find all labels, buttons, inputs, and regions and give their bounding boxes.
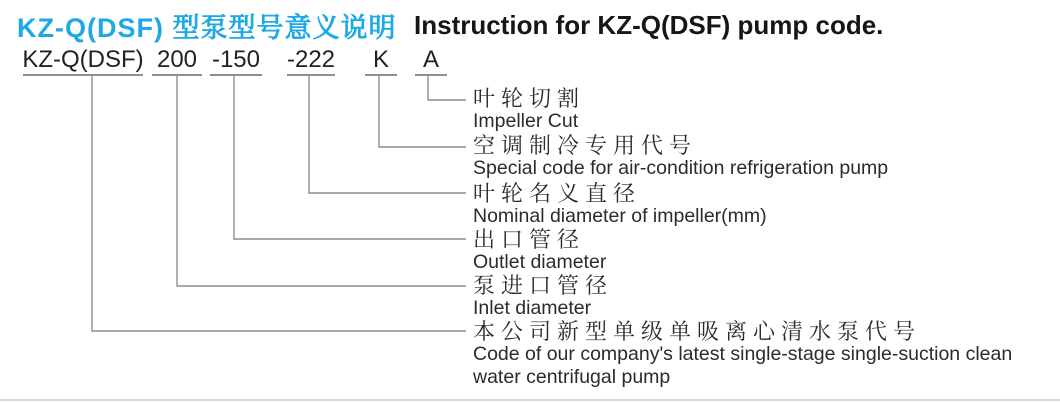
code-segment-refrigeration-code: K [365, 46, 397, 76]
explanation-series-code [473, 320, 1033, 389]
page-title-zh: KZ-Q(DSF) 型泵型号意义说明 [17, 13, 397, 43]
page-title-en: Instruction for KZ-Q(DSF) pump code. [414, 10, 884, 40]
explanation-en-label: Outlet diameter [473, 251, 607, 273]
explanation-en-label: Inlet diameter [473, 297, 592, 319]
bottom-divider [0, 399, 1060, 401]
explanation-zh-label: 泵进口管径 [473, 273, 614, 298]
code-segment-outlet-diameter: -150 [210, 46, 262, 76]
explanation-impeller-cut [473, 87, 1033, 133]
explanation-inlet-diameter [473, 274, 1033, 320]
connector-impeller-diameter [309, 76, 466, 193]
explanation-impeller-diameter [473, 182, 1033, 228]
explanation-zh-label: 本公司新型单级单吸离心清水泵代号 [473, 319, 922, 344]
connector-series-code [92, 76, 466, 331]
connector-refrigeration-code [379, 76, 466, 147]
code-segment-impeller-cut: A [415, 46, 447, 76]
connector-impeller-cut [428, 76, 466, 100]
explanation-refrigeration-code [473, 134, 1033, 180]
explanation-en-label: Impeller Cut [473, 110, 579, 132]
explanation-zh-label: 出口管径 [473, 227, 586, 252]
explanation-zh-label: 空调制冷专用代号 [473, 133, 698, 158]
explanation-zh-label: 叶轮名义直径 [473, 181, 642, 206]
connector-inlet-diameter [177, 76, 466, 286]
explanation-en-label: Code of our company's latest single-stage single-suction clean water centrifugal pump [473, 343, 1013, 388]
code-segment-inlet-diameter: 200 [152, 46, 202, 76]
explanation-outlet-diameter [473, 228, 1033, 274]
connector-outlet-diameter [234, 76, 466, 239]
explanation-en-label: Nominal diameter of impeller(mm) [473, 205, 767, 227]
explanation-en-label: Special code for air-condition refrigeration pump [473, 157, 889, 179]
explanation-zh-label: 叶轮切割 [473, 86, 586, 111]
code-segment-series-code: KZ-Q(DSF) [23, 46, 143, 76]
code-segment-impeller-diameter: -222 [287, 46, 335, 76]
